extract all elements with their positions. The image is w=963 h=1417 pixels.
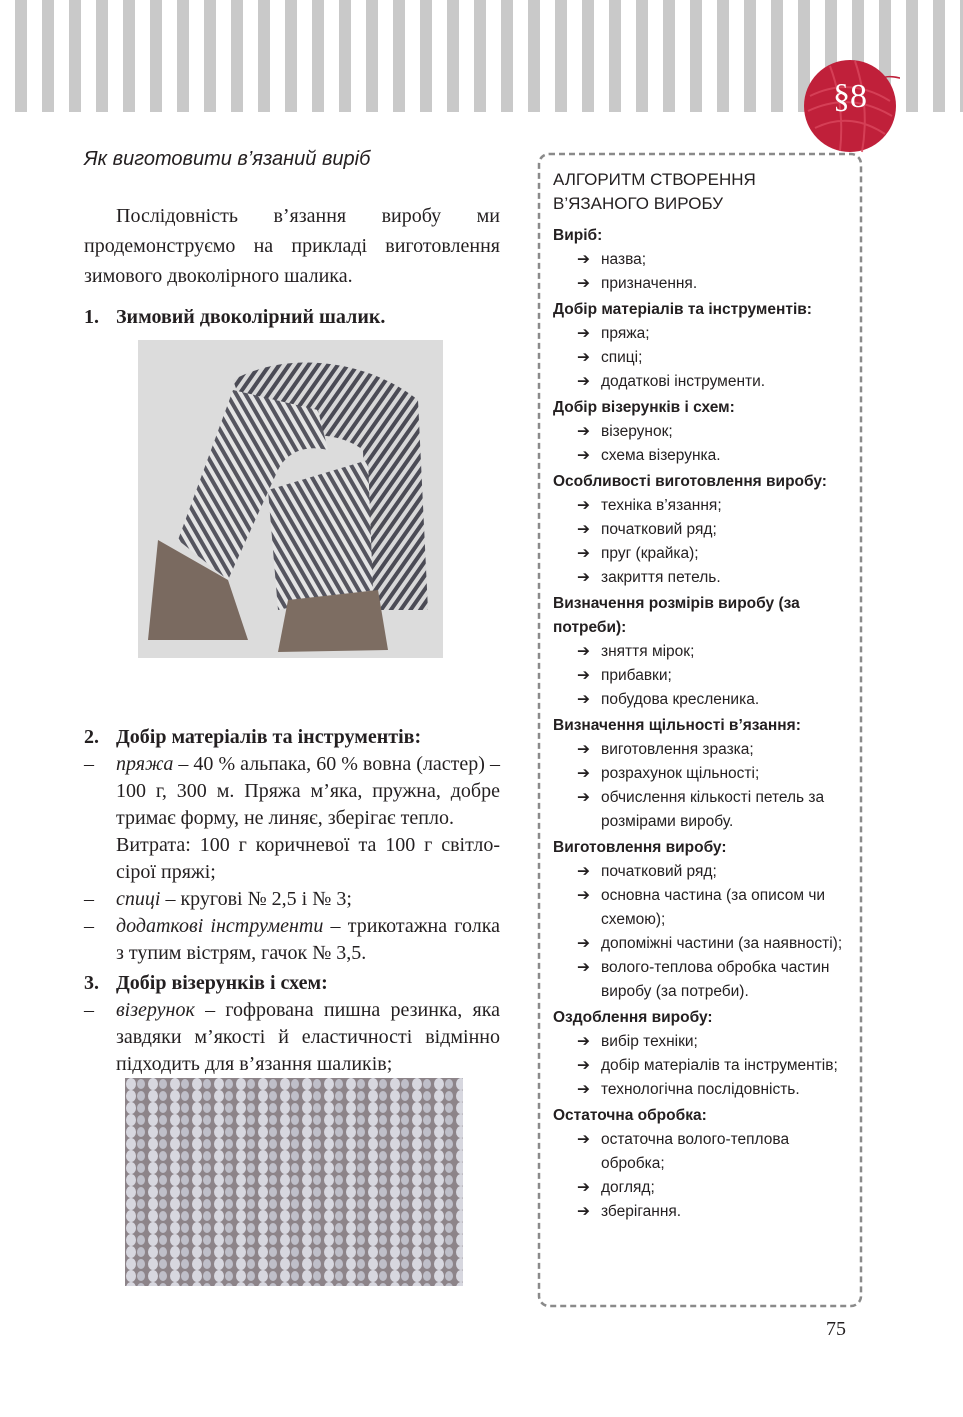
list-item <box>553 420 853 444</box>
section-title: Добір візерунків і схем: <box>553 399 735 416</box>
list-item <box>553 1030 853 1054</box>
consumption-text: Витрата: 100 г коричневої та 100 г світло-сірої пряжі; <box>116 834 500 883</box>
item-text: остаточна волого-теплова обробка; <box>601 1131 790 1172</box>
algorithm-sections <box>553 224 853 1224</box>
list-item <box>553 272 853 296</box>
intro-paragraph: Послідовність в’язання виробу ми продемонструємо на прикладі виготовлення зимового двоколірного шалика. <box>84 205 500 287</box>
arrow-icon: ➔ <box>577 1033 590 1050</box>
description: – кругові № 2,5 і № 3; <box>160 888 352 910</box>
item-text: волого-теплова обробка частин виробу (за потреби). <box>601 959 830 1000</box>
item-text: технологічна послідовність. <box>601 1081 800 1098</box>
section-title: Визначення розмірів виробу (за потреби): <box>553 595 800 636</box>
section-title: Особливості виготовлення виробу: <box>553 473 827 490</box>
pattern-photo <box>125 1078 463 1286</box>
item-text: призначення. <box>601 275 698 292</box>
list-item <box>553 786 853 834</box>
algorithm-box <box>553 168 853 1224</box>
description: – трикотажна голка з тупим вістрям, гачок № 3,5. <box>116 915 500 964</box>
list-item <box>553 370 853 394</box>
list-item <box>553 518 853 542</box>
list-item <box>553 1176 853 1200</box>
arrow-icon: ➔ <box>577 275 590 292</box>
section-title: Добір матеріалів та інструментів: <box>553 301 812 318</box>
list-item <box>553 248 853 272</box>
scarf-photo <box>138 340 443 658</box>
item-text: спиці; <box>601 349 643 366</box>
arrow-icon: ➔ <box>577 251 590 268</box>
list-item <box>553 884 853 932</box>
item-title: Добір візерунків і схем: <box>116 972 328 994</box>
item-text: пруг (крайка); <box>601 545 699 562</box>
section-title: Оздоблення виробу: <box>553 1009 713 1026</box>
item-text: візерунок; <box>601 423 673 440</box>
section-title: Визначення щільності в’язання: <box>553 717 801 734</box>
arrow-icon: ➔ <box>577 1081 590 1098</box>
item-text: схема візерунка. <box>601 447 721 464</box>
arrow-icon: ➔ <box>577 1203 590 1220</box>
item-text: прибавки; <box>601 667 672 684</box>
item-text: обчислення кількості петель за розмірами виробу. <box>601 789 825 830</box>
description: – гофрована пишна резинка, яка завдяки м’якості й еластичності відмінно підходить для в’язання шаликів; <box>116 999 500 1075</box>
arrow-icon: ➔ <box>577 497 590 514</box>
item-text: назва; <box>601 251 647 268</box>
item-text: добір матеріалів та інструментів; <box>601 1057 838 1074</box>
arrow-icon: ➔ <box>577 789 590 806</box>
arrow-icon: ➔ <box>577 423 590 440</box>
arrow-icon: ➔ <box>577 741 590 758</box>
list-item <box>553 322 853 346</box>
arrow-icon: ➔ <box>577 691 590 708</box>
term: пряжа <box>116 753 174 775</box>
item-text: розрахунок щільності; <box>601 765 760 782</box>
dash-marker: – <box>84 999 94 1021</box>
section-title: Виріб: <box>553 227 603 244</box>
description: – 40 % альпака, 60 % вовна (ластер) – 100 г, 300 м. Пряжа м’яка, пружна, добре тримає форму, не линяє, зберігає тепло. <box>116 753 500 829</box>
list-item <box>553 664 853 688</box>
arrow-icon: ➔ <box>577 765 590 782</box>
arrow-icon: ➔ <box>577 349 590 366</box>
list-item <box>553 640 853 664</box>
list-item <box>553 860 853 884</box>
item-title: Зимовий двоколірний шалик. <box>116 306 386 328</box>
section-label: §8 <box>833 78 867 115</box>
term: спиці <box>116 888 161 910</box>
term: візерунок <box>116 999 195 1021</box>
algorithm-title <box>553 168 853 216</box>
item-text: початковий ряд; <box>601 863 717 880</box>
list-item <box>553 956 853 1004</box>
item-text: допоміжні частини (за наявності); <box>601 935 843 952</box>
item-text: догляд; <box>601 1179 655 1196</box>
arrow-icon: ➔ <box>577 935 590 952</box>
item-text: основна частина (за описом чи схемою); <box>601 887 826 928</box>
list-item <box>553 444 853 468</box>
arrow-icon: ➔ <box>577 887 590 904</box>
section-title: Виготовлення виробу: <box>553 839 727 856</box>
list-item <box>553 1054 853 1078</box>
title-line: В’ЯЗАНОГО ВИРОБУ <box>553 194 724 213</box>
dash-marker: – <box>84 753 94 775</box>
arrow-icon: ➔ <box>577 1057 590 1074</box>
item-text: зберігання. <box>601 1203 682 1220</box>
arrow-icon: ➔ <box>577 643 590 660</box>
arrow-icon: ➔ <box>577 447 590 464</box>
item-text: техніка в’язання; <box>601 497 722 514</box>
item-text: початковий ряд; <box>601 521 717 538</box>
item-number: 3. <box>84 972 99 994</box>
list-item <box>553 346 853 370</box>
list-item <box>553 566 853 590</box>
list-item <box>553 1128 853 1176</box>
arrow-icon: ➔ <box>577 1179 590 1196</box>
dash-marker: – <box>84 888 94 910</box>
item-text: пряжа; <box>601 325 650 342</box>
item-3 <box>84 969 500 997</box>
dash-marker: – <box>84 915 94 937</box>
item-text: додаткові інструменти. <box>601 373 766 390</box>
list-item-pattern <box>84 997 500 1078</box>
list-item <box>553 932 853 956</box>
list-item <box>553 494 853 518</box>
list-item <box>553 738 853 762</box>
arrow-icon: ➔ <box>577 863 590 880</box>
arrow-icon: ➔ <box>577 373 590 390</box>
list-item <box>553 762 853 786</box>
list-item-tools <box>84 913 500 967</box>
list-item-yarn <box>84 751 500 832</box>
list-item <box>553 688 853 712</box>
item-text: зняття мірок; <box>601 643 695 660</box>
item-text: побудова кресленика. <box>601 691 760 708</box>
item-title: Добір матеріалів та інструментів: <box>116 726 422 748</box>
list-item <box>553 542 853 566</box>
title-line: АЛГОРИТМ СТВОРЕННЯ <box>553 170 756 189</box>
item-number: 1. <box>84 306 99 328</box>
item-text: закриття петель. <box>601 569 721 586</box>
list-item <box>553 1078 853 1102</box>
list-item <box>553 1200 853 1224</box>
arrow-icon: ➔ <box>577 545 590 562</box>
item-1 <box>84 303 500 331</box>
list-item-needles <box>84 886 500 913</box>
page-number: 75 <box>826 1318 846 1340</box>
item-text: вибір техніки; <box>601 1033 698 1050</box>
item-text: виготовлення зразка; <box>601 741 754 758</box>
section-title: Остаточна обробка: <box>553 1107 707 1124</box>
arrow-icon: ➔ <box>577 667 590 684</box>
item-number: 2. <box>84 726 99 748</box>
arrow-icon: ➔ <box>577 521 590 538</box>
arrow-icon: ➔ <box>577 569 590 586</box>
subtitle: Як виготовити в’язаний виріб <box>84 148 371 170</box>
term: додаткові інструменти <box>116 915 324 937</box>
arrow-icon: ➔ <box>577 959 590 976</box>
arrow-icon: ➔ <box>577 325 590 342</box>
item-2 <box>84 723 500 751</box>
arrow-icon: ➔ <box>577 1131 590 1148</box>
